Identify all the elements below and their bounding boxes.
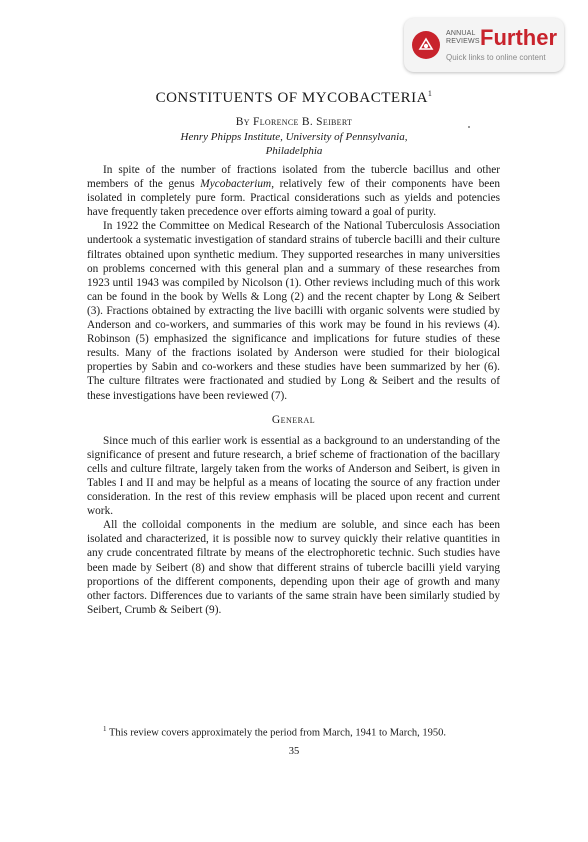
badge-further-label: Further [480, 25, 557, 50]
badge-subtitle: Quick links to online content [446, 53, 546, 62]
badge-publisher-text: ANNUAL REVIEWS [446, 30, 480, 45]
annual-reviews-logo-icon [412, 31, 440, 59]
genus-name: Mycobacterium [200, 178, 272, 191]
footnote: $^1$ This review covers approximately the period from March, 1941 to March, 1950. [103, 725, 447, 739]
paragraph-1: In spite of the number of fractions isolated from the tubercle bacillus and other members of the genus Mycobacterium, relatively few of their components have been isolated in completely pure form. Practical considerations such as yields and potencies have frequently taken precedence over efforts aiming toward a goal of purity. [87, 164, 500, 219]
title-footnote-mark: 1 [427, 89, 433, 98]
paragraph-4: All the colloidal components in the medium are soluble, and since each has been isolated and characterized, it is possible now to survey quickly their relative quantities in any crude concentrated filtrate by means of the electrophoretic technic. Such studies have been made by Seibert (8) and show that different strains of tubercle bacilli yield varying proportions of the different components, depending upon their age of growth and many other factors. Differences due to variants of the same strain have been similarly studied by Seibert, Crumb & Seibert (9). [87, 519, 500, 616]
paragraph-3: Since much of this earlier work is essential as a background to an understanding of the significance of present and future research, a brief scheme of fractionation of the bacillary cells and culture filtrate, largely taken from the works of Anderson and Seibert, is given in Tables I and II and may be helpful as a means of locating the source of any fraction under consideration. In the rest of this review emphasis will be placed upon recent and current work. [87, 434, 500, 518]
page-number: 35 [288, 746, 300, 757]
paragraph-2: In 1922 the Committee on Medical Research of the National Tuberculosis Association undertook a systematic investigation of standard strains of tubercle bacilli and their culture filtrates obtained upon synthetic medium. They supported researches in many universities on problems concerned with this general plan and a summary of these researches from 1923 until 1943 was compiled by Nicolson (1). Other reviews including much of this work can be found in the book by Wells & Long (2) and the recent chapter by Long & Seibert (3). Fractions obtained by extracting the live bacilli with organic solvents were studied by Anderson and co-workers, and summaries of this work may be found in his reviews (4). Robinson (5) emphasized the significance and implications for future studies of these results. Many of the fractions isolated by Anderson were studied for their biological properties by Sabin and co-workers and these studies have been summarized by her (6). The culture filtrates were fractionated and studied by Long & Seibert and the results of these investigations have been reviewed (7). [87, 220, 500, 402]
article-body [87, 163, 500, 617]
speck [468, 126, 470, 128]
section-heading-general: General [271, 413, 316, 426]
author-line: By Florence B. Seibert [235, 116, 353, 128]
further-badge[interactable] [404, 18, 564, 72]
affiliation: Henry Phipps Institute, University of Pennsylvania, Philadelphia [180, 131, 408, 157]
article-title: CONSTITUENTS OF MYCOBACTERIA$^1$ [155, 89, 433, 106]
